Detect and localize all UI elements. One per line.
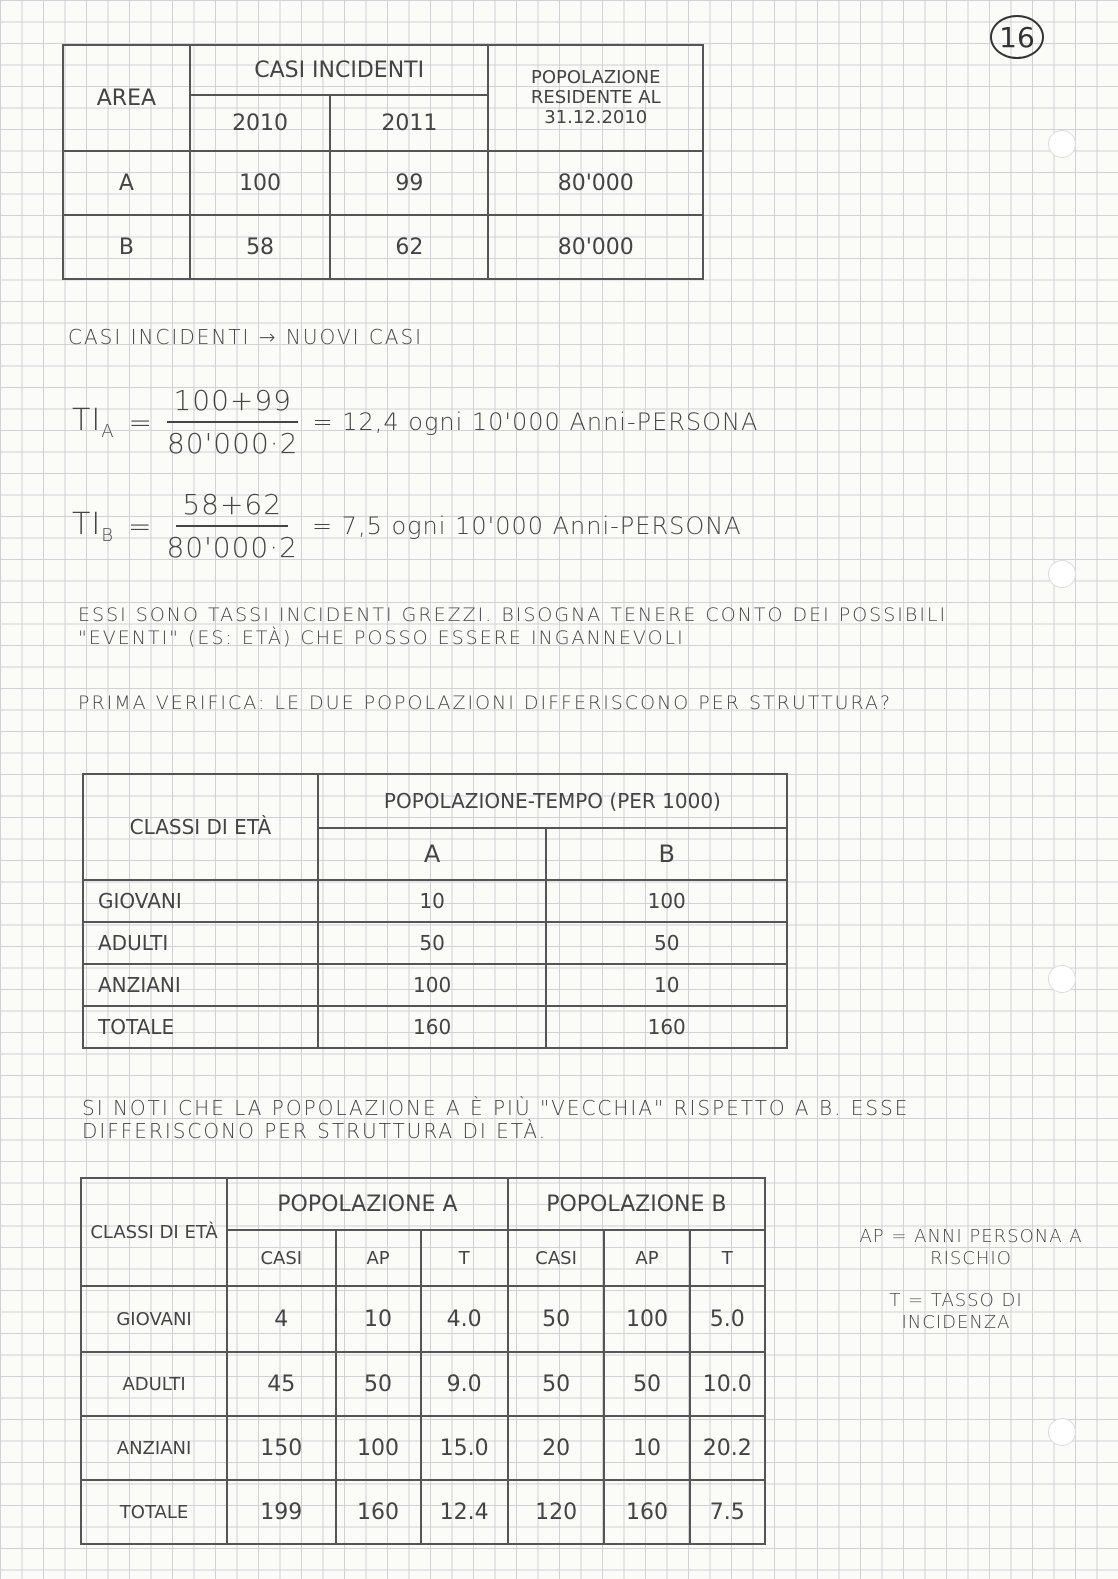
population-a-header: POPOLAZIONE A [227,1178,508,1230]
table-row [83,922,787,964]
cases-cell: 62 [330,215,488,279]
formula-denominator: 80'000·2 [166,531,298,564]
formula-label: TI [72,402,102,438]
value-cell: 50 [546,922,787,964]
table-row [63,151,703,215]
table-row [81,1352,765,1416]
formula-result: = 12,4 ogni 10'000 Anni-PERSONA [312,408,759,436]
cases-cell: 58 [190,215,331,279]
rate-subheader: T [421,1230,508,1286]
value-cell: 100 [604,1286,689,1352]
formula-ti-a: $TI_A$ = $\frac{100+99}{80'000\cdot 2}$ = 12,4 ogni 10'000 Anni-PERSONA [72,384,759,460]
table-row [83,1006,787,1048]
page-number: 16 [990,15,1044,59]
value-cell: 120 [508,1480,605,1544]
formula-subscript: A [101,420,115,442]
value-cell: 45 [227,1352,335,1416]
population-cell: 80'000 [488,215,703,279]
col-b-header: B [546,828,787,880]
table-row [83,964,787,1006]
value-cell: 160 [336,1480,421,1544]
value-cell: 7.5 [690,1480,765,1544]
incidence-by-age-table [80,1177,766,1545]
cases-subheader: CASI [227,1230,335,1286]
value-cell: 199 [227,1480,335,1544]
value-cell: 160 [604,1480,689,1544]
cases-cell: 100 [190,151,331,215]
age-class-cell: ADULTI [81,1352,227,1416]
age-class-cell: TOTALE [81,1480,227,1544]
formula-numerator: 58+62 [176,488,288,527]
area-cell: A [63,151,190,215]
value-cell: 20 [508,1416,605,1480]
table-row [83,880,787,922]
age-structure-note: SI NOTI CHE LA POPOLAZIONE A È PIÙ "VECCHIA" RISPETTO A B. ESSE DIFFERISCONO PER STRUTTURA DI ETÀ. [82,1096,910,1143]
population-header: POPOLAZIONE RESIDENTE AL 31.12.2010 [488,45,703,151]
value-cell: 10 [318,880,547,922]
value-cell: 10 [604,1416,689,1480]
table-row [81,1480,765,1544]
area-cell: B [63,215,190,279]
year-2010-header: 2010 [190,95,331,151]
population-cell: 80'000 [488,151,703,215]
value-cell: 15.0 [421,1416,508,1480]
binder-hole [1048,130,1076,158]
binder-hole [1048,965,1076,993]
value-cell: 10.0 [690,1352,765,1416]
area-header: AREA [63,45,190,151]
age-class-cell: ADULTI [83,922,318,964]
age-class-header: CLASSI DI ETÀ [83,774,318,880]
age-class-cell: GIOVANI [81,1286,227,1352]
value-cell: 10 [336,1286,421,1352]
age-class-cell: ANZIANI [83,964,318,1006]
verification-note: PRIMA VERIFICA: LE DUE POPOLAZIONI DIFFERISCONO PER STRUTTURA? [78,692,893,714]
value-cell: 4 [227,1286,335,1352]
definition-text: CASI INCIDENTI → NUOVI CASI [68,325,424,349]
table-row [63,215,703,279]
crude-rates-note: ESSI SONO TASSI INCIDENTI GREZZI. BISOGNA TENERE CONTO DEI POSSIBILI "EVENTI" (ES: ETÀ) CHE POSSO ESSERE INGANNEVOLI [78,604,948,649]
cases-cell: 99 [330,151,488,215]
person-time-table [82,773,788,1049]
formula-ti-b: $TI_B$ = $\frac{58+62}{80'000\cdot 2}$ = 7,5 ogni 10'000 Anni-PERSONA [72,488,742,564]
formula-denominator: 80'000·2 [166,427,299,460]
cases-header: CASI INCIDENTI [190,45,489,95]
age-class-cell: ANZIANI [81,1416,227,1480]
value-cell: 4.0 [421,1286,508,1352]
table-row [81,1286,765,1352]
value-cell: 100 [318,964,547,1006]
year-2011-header: 2011 [330,95,488,151]
value-cell: 50 [508,1352,605,1416]
value-cell: 50 [604,1352,689,1416]
value-cell: 9.0 [421,1352,508,1416]
value-cell: 20.2 [690,1416,765,1480]
ap-subheader: AP [604,1230,689,1286]
incident-cases-table [62,44,704,280]
age-class-cell: TOTALE [83,1006,318,1048]
person-time-header: POPOLAZIONE-TEMPO (PER 1000) [318,774,787,828]
value-cell: 50 [508,1286,605,1352]
formula-subscript: B [101,524,114,546]
cases-subheader: CASI [508,1230,605,1286]
value-cell: 12.4 [421,1480,508,1544]
binder-hole [1048,1418,1076,1446]
binder-hole [1048,560,1076,588]
population-b-header: POPOLAZIONE B [508,1178,765,1230]
value-cell: 100 [336,1416,421,1480]
value-cell: 50 [336,1352,421,1416]
formula-result: = 7,5 ogni 10'000 Anni-PERSONA [311,512,742,540]
age-class-cell: GIOVANI [83,880,318,922]
value-cell: 5.0 [690,1286,765,1352]
legend-ap: AP = ANNI PERSONA A RISCHIO [859,1226,1083,1269]
value-cell: 160 [546,1006,787,1048]
value-cell: 50 [318,922,547,964]
value-cell: 150 [227,1416,335,1480]
age-class-header: CLASSI DI ETÀ [81,1178,227,1286]
formula-label: TI [72,506,102,542]
value-cell: 160 [318,1006,547,1048]
value-cell: 10 [546,964,787,1006]
ap-subheader: AP [336,1230,421,1286]
legend-t: T = TASSO DI INCIDENZA [889,1290,1023,1333]
formula-numerator: 100+99 [167,384,298,423]
table-row [81,1416,765,1480]
value-cell: 100 [546,880,787,922]
rate-subheader: T [690,1230,765,1286]
col-a-header: A [318,828,547,880]
